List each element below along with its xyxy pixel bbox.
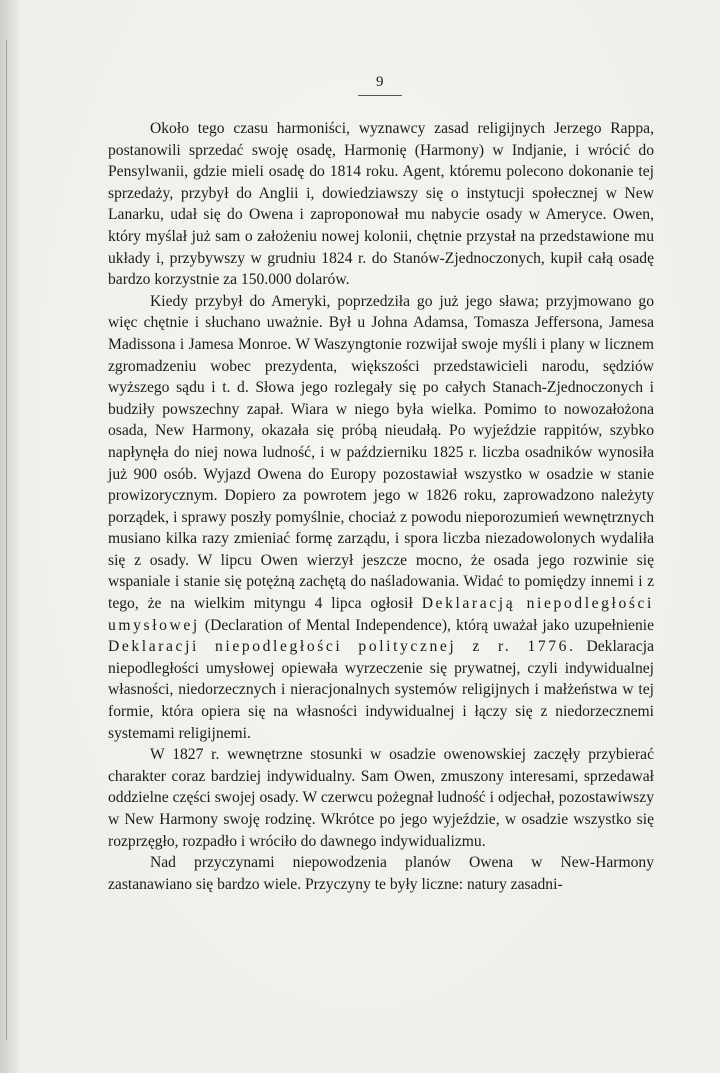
- paragraph-3-text: W 1827 r. wewnętrzne stosunki w osadzie owenowskiej zaczęły przybierać charakter coraz bardziej indywidualny. Sam Owen, zmuszony interesami, sprzedawał oddzielne części swojej osady. W czerwcu pożegnał ludność i odjechał, pozostawiwszy w New Harmony swoję rodzinę. Wkrótce po jego wyjeździe, w osadzie wszystko się rozprzęgło, rozpadło i wróciło do dawnego indywidualizmu.: [108, 746, 654, 850]
- page-number: 9: [376, 74, 384, 90]
- paragraph-4: [108, 852, 654, 895]
- paragraph-1-text: Około tego czasu harmoniści, wyznawcy zasad religijnych Jerzego Rappa, postanowili sprzedać swoję osadę, Harmonię (Harmony) w Indjanie, i wrócić do Pensylwanii, gdzie mieli osadę do 1814 roku. Agent, któremu polecono dokonanie tej sprzedaży, przybył do Anglii i, dowiedziawszy się o instytucji społecznej w New Lanarku, udał się do Owena i zaproponował mu nabycie osady w Ameryce. Owen, który myślał już sam o założeniu nowej kolonii, chętnie przystał na przedstawione mu układy i, przybywszy w grudniu 1824 r. do Stanów-Zjednoczonych, kupił całą osadę bardzo korzystnie za 150.000 dolarów.: [108, 120, 654, 289]
- margin-rule: [6, 40, 7, 1040]
- paragraph-3: [108, 744, 654, 852]
- page-number-underline: [358, 95, 402, 96]
- body-text: [108, 118, 654, 895]
- paragraph-1: [108, 118, 654, 291]
- paragraph-2-text-c: . Deklaracja niepodległości umysłowej opiewała wyrzeczenie się prywatnej, czyli indywidualnej własności, niedorzecznych i nieracjonalnych systemów religijnych i małżeństwa w tej formie, która opiera się na własności indywidualnej i łączy się z niedorzecznemi systemami religijnemi.: [108, 638, 654, 742]
- page-binding-shadow: [0, 0, 20, 1073]
- emphasis-mental-independence: Deklaracją niepodległości umysłowej: [108, 595, 654, 634]
- paragraph-2: [108, 291, 654, 744]
- paragraph-4-text: Nad przyczynami niepowodzenia planów Owena w New-Harmony zastanawiano się bardzo wiele. Przyczyny te były liczne: natury zasadni-: [108, 854, 654, 893]
- emphasis-political-independence: Deklaracji niepodległości politycznej z r. 1776: [108, 638, 570, 656]
- paragraph-2-text-a: Kiedy przybył do Ameryki, poprzedziła go już jego sława; przyjmowano go więc chętnie i słuchano uważnie. Był u Johna Adamsa, Tomasza Jeffersona, Jamesa Madissona i Jamesa Monroe. W Waszyngtonie rozwijał swoje myśli i plany w licznem zgromadzeniu wobec prezydenta, większości przedstawicieli narodu, sędziów wyższego sądu i t. d. Słowa jego rozlegały się po całych Stanach-Zjednoczonych i budziły powszechny zapał. Wiara w niego była wielka. Pomimo to nowozałożona osada, New Harmony, okazała się próbą nieudałą. Po wyjeździe rappitów, szybko napłynęła do niej nowa ludność, i w październiku 1825 r. liczba osadników wynosiła już 900 osób. Wyjazd Owena do Europy pozostawiał wszystko w osadzie w stanie prowizorycznym. Dopiero za powrotem jego w 1826 roku, zaprowadzono należyty porządek, i sprawy poszły pomyślnie, chociaż z powodu nieporozumień wewnętrznych musiano kilka razy zmieniać formę zarządu, i spora liczba niezadowolonych wydaliła się z osady. W lipcu Owen wierzył jeszcze mocno, że osada jego rozwinie się wspaniale i stanie się potężną zachętą do naśladowania. Widać to pomiędzy innemi i z tego, że na wielkim mityngu 4 lipca ogłosił: [108, 292, 654, 613]
- paragraph-2-text-b: (Declaration of Mental Independence), którą uważał jako uzupełnienie: [199, 616, 654, 634]
